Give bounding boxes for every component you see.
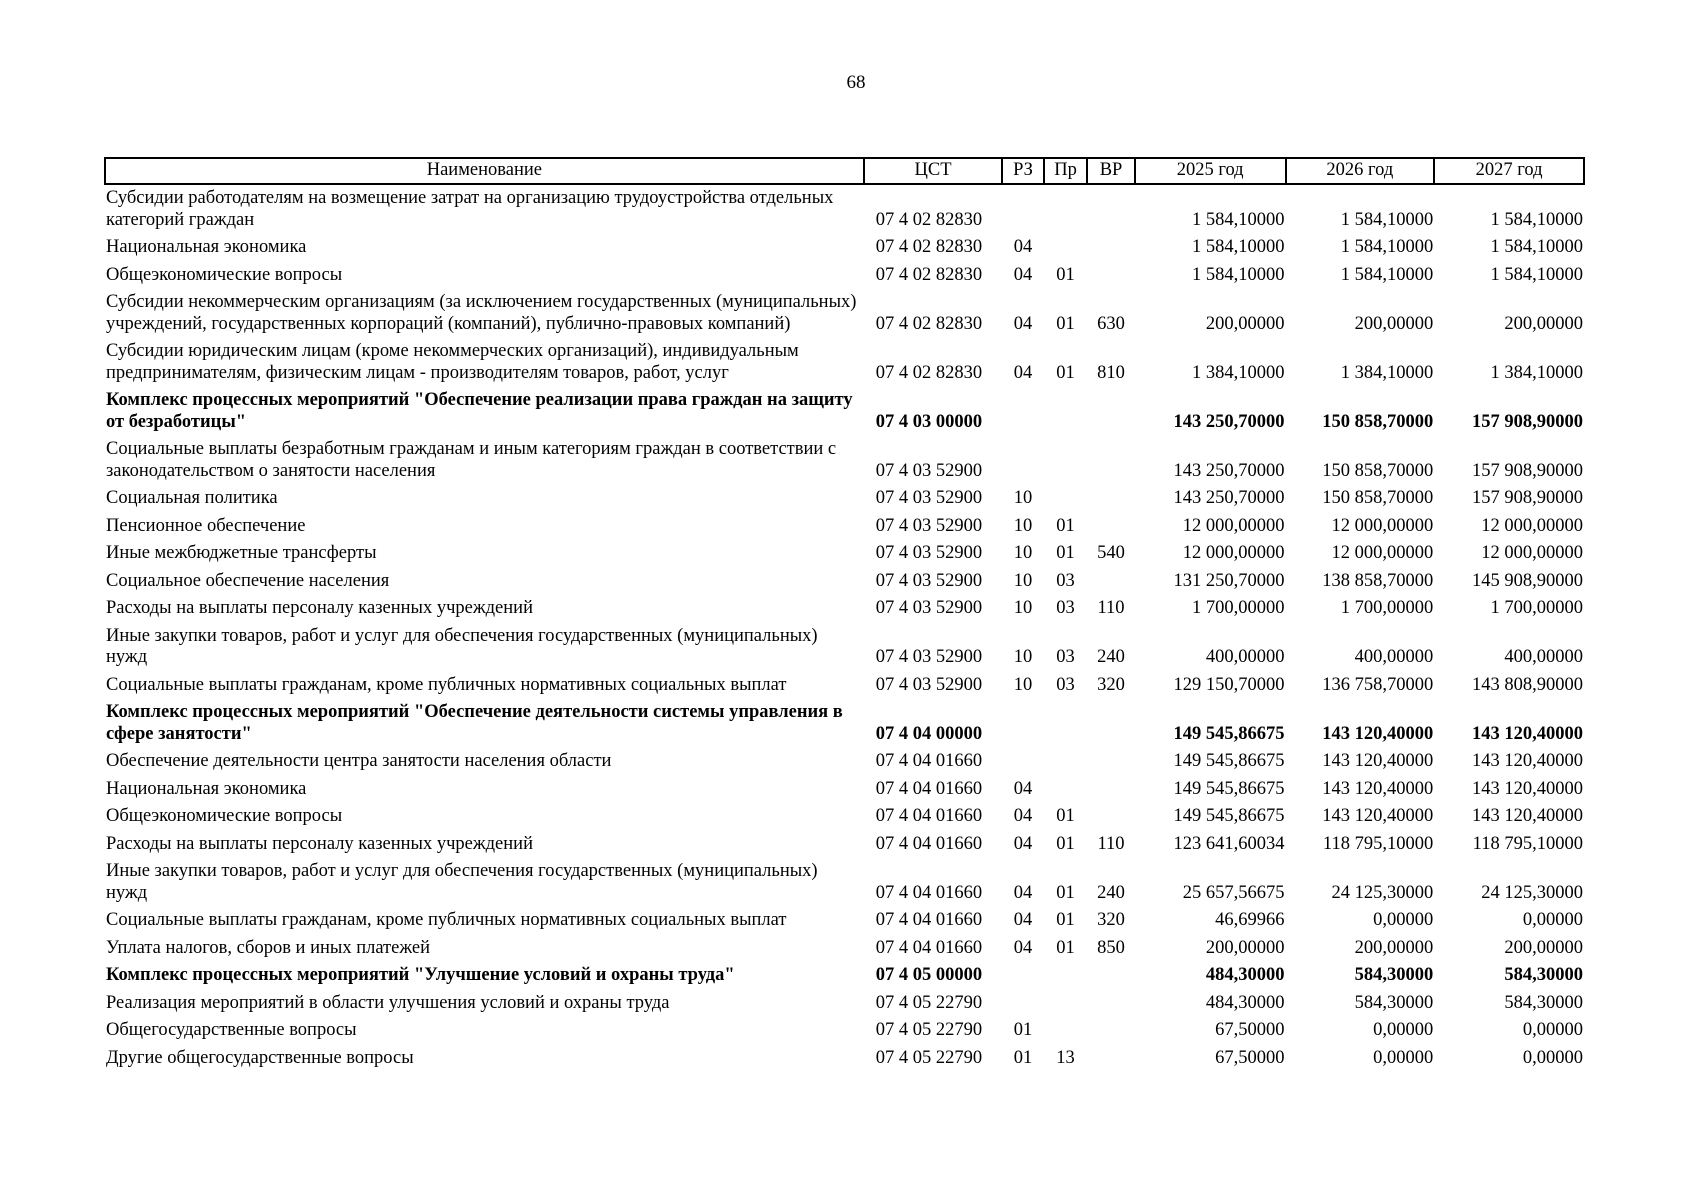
cell-name: Социальные выплаты гражданам, кроме публичных нормативных социальных выплат — [106, 674, 787, 695]
cell-rz — [1002, 748, 1043, 776]
cell-pr — [1044, 1017, 1088, 1045]
cell-2025: 12 000,00000 — [1182, 515, 1285, 536]
cell-rz: 04 — [1013, 237, 1033, 257]
cell-rz — [1002, 387, 1043, 436]
cell-2026: 150 858,70000 — [1322, 411, 1434, 432]
cell-2026: 143 120,40000 — [1322, 751, 1434, 771]
header-cst: ЦСТ — [864, 158, 1003, 184]
cell-vr — [1087, 699, 1135, 748]
cell-vr — [1087, 776, 1135, 804]
cell-2025: 149 545,86675 — [1173, 778, 1285, 799]
cell-pr — [1044, 990, 1088, 1018]
table-row — [105, 699, 1584, 748]
cell-2027: 145 908,90000 — [1472, 570, 1583, 591]
cell-2026: 118 795,10000 — [1322, 833, 1434, 854]
cell-pr — [1044, 962, 1088, 990]
cell-pr: 01 — [1056, 543, 1075, 563]
cell-pr — [1044, 748, 1088, 776]
cell-2026: 138 858,70000 — [1322, 570, 1434, 591]
cell-2027: 1 584,10000 — [1490, 209, 1583, 230]
cell-vr: 110 — [1097, 598, 1125, 618]
cell-rz — [1002, 990, 1043, 1018]
table-row — [105, 990, 1584, 1018]
cell-cst: 07 4 02 82830 — [875, 237, 983, 257]
cell-2026: 400,00000 — [1354, 647, 1434, 667]
cell-pr: 01 — [1056, 833, 1075, 854]
cell-pr: 01 — [1056, 806, 1075, 826]
cell-pr — [1044, 436, 1088, 485]
cell-rz: 10 — [1013, 515, 1033, 536]
cell-name: Социальные выплаты гражданам, кроме публичных нормативных социальных выплат — [106, 910, 787, 930]
cell-2025: 1 584,10000 — [1192, 264, 1285, 285]
table-row — [105, 1045, 1584, 1073]
cell-cst: 07 4 02 82830 — [875, 264, 983, 285]
cell-2025: 200,00000 — [1205, 313, 1285, 334]
cell-2026: 0,00000 — [1373, 910, 1434, 930]
table-row — [105, 338, 1584, 387]
cell-cst: 07 4 05 22790 — [875, 1020, 983, 1040]
cell-rz: 04 — [1013, 833, 1033, 854]
cell-2026: 1 584,10000 — [1340, 264, 1434, 285]
cell-name: Уплата налогов, сборов и иных платежей — [106, 937, 431, 958]
cell-vr — [1087, 748, 1135, 776]
cell-cst: 07 4 03 52900 — [875, 570, 983, 591]
cell-rz — [1002, 184, 1043, 234]
table-row — [105, 748, 1584, 776]
cell-2026: 136 758,70000 — [1322, 674, 1434, 695]
cell-pr: 01 — [1056, 515, 1075, 536]
cell-2027: 1 584,10000 — [1490, 264, 1583, 285]
header-name: Наименование — [105, 158, 864, 184]
cell-cst: 07 4 02 82830 — [875, 209, 983, 230]
cell-2027: 157 908,90000 — [1472, 460, 1583, 481]
cell-2025: 149 545,86675 — [1173, 751, 1285, 771]
cell-cst: 07 4 03 52900 — [875, 543, 983, 563]
cell-rz — [1002, 699, 1043, 748]
cell-2025: 149 545,86675 — [1173, 806, 1285, 826]
cell-name: Расходы на выплаты персоналу казенных учреждений — [106, 833, 533, 854]
table-row — [105, 289, 1584, 338]
cell-name: Другие общегосударственные вопросы — [106, 1047, 414, 1068]
cell-cst: 07 4 03 52900 — [875, 515, 983, 536]
page-number: 68 — [846, 72, 866, 93]
cell-name: Обеспечение деятельности центра занятости населения области — [106, 751, 612, 771]
cell-vr — [1087, 513, 1135, 541]
table-row — [105, 672, 1584, 700]
cell-pr: 01 — [1056, 882, 1075, 903]
cell-cst: 07 4 04 01660 — [875, 806, 983, 826]
cell-pr — [1044, 387, 1088, 436]
cell-pr: 01 — [1056, 264, 1075, 285]
cell-pr: 03 — [1056, 647, 1075, 667]
cell-name: Социальная политика — [106, 488, 278, 508]
cell-cst: 07 4 02 82830 — [875, 362, 983, 383]
cell-vr — [1087, 1017, 1135, 1045]
table-row — [105, 831, 1584, 859]
cell-cst: 07 4 04 01660 — [875, 937, 983, 958]
cell-2026: 1 384,10000 — [1340, 362, 1434, 383]
cell-pr: 01 — [1056, 910, 1075, 930]
cell-2026: 584,30000 — [1354, 965, 1434, 985]
header-2027: 2027 год — [1434, 158, 1584, 184]
cell-2026: 0,00000 — [1373, 1047, 1434, 1068]
cell-vr — [1087, 387, 1135, 436]
cell-vr: 540 — [1097, 543, 1125, 563]
table-row — [105, 262, 1584, 290]
table-row — [105, 387, 1584, 436]
cell-2025: 484,30000 — [1205, 992, 1285, 1013]
cell-vr — [1087, 990, 1135, 1018]
cell-vr: 320 — [1097, 674, 1125, 695]
table-row — [105, 1017, 1584, 1045]
cell-2027: 1 384,10000 — [1490, 362, 1583, 383]
cell-2027: 143 120,40000 — [1472, 751, 1583, 771]
cell-name: Иные межбюджетные трансферты — [106, 543, 377, 563]
cell-2025: 400,00000 — [1205, 647, 1285, 667]
cell-2026: 150 858,70000 — [1322, 488, 1434, 508]
cell-vr — [1087, 234, 1135, 262]
header-2025: 2025 год — [1135, 158, 1286, 184]
cell-2027: 118 795,10000 — [1472, 833, 1583, 854]
cell-cst: 07 4 04 01660 — [875, 778, 983, 799]
table-header-row — [105, 158, 1584, 184]
cell-name: Иные закупки товаров, работ и услуг для обеспечения государственных (муниципальных) нужд — [106, 625, 818, 667]
cell-rz: 04 — [1013, 778, 1033, 799]
cell-rz: 10 — [1013, 488, 1033, 508]
cell-vr — [1087, 485, 1135, 513]
cell-cst: 07 4 04 01660 — [875, 910, 983, 930]
cell-2026: 200,00000 — [1354, 937, 1434, 958]
cell-2027: 0,00000 — [1522, 910, 1583, 930]
cell-cst: 07 4 03 52900 — [875, 488, 983, 508]
cell-2027: 200,00000 — [1504, 937, 1583, 958]
cell-2027: 12 000,00000 — [1481, 515, 1583, 536]
cell-2027: 24 125,30000 — [1481, 882, 1583, 903]
cell-rz: 10 — [1013, 647, 1033, 667]
cell-pr: 01 — [1056, 937, 1075, 958]
cell-2027: 143 808,90000 — [1472, 674, 1583, 695]
cell-2025: 143 250,70000 — [1173, 488, 1285, 508]
cell-2025: 1 700,00000 — [1192, 598, 1285, 618]
cell-vr: 110 — [1097, 833, 1125, 854]
cell-vr: 630 — [1097, 313, 1125, 334]
cell-2027: 143 120,40000 — [1472, 806, 1583, 826]
cell-rz: 04 — [1013, 910, 1033, 930]
table-row — [105, 184, 1584, 234]
cell-cst: 07 4 02 82830 — [875, 313, 983, 334]
cell-vr: 850 — [1097, 937, 1125, 958]
cell-pr — [1044, 776, 1088, 804]
table-body — [105, 184, 1584, 1072]
cell-2026: 143 120,40000 — [1322, 723, 1434, 744]
cell-rz — [1002, 962, 1043, 990]
cell-cst: 07 4 05 22790 — [875, 1047, 983, 1068]
cell-cst: 07 4 04 01660 — [875, 751, 983, 771]
table-row — [105, 513, 1584, 541]
cell-2027: 12 000,00000 — [1481, 543, 1583, 563]
header-2026: 2026 год — [1286, 158, 1435, 184]
cell-name: Социальные выплаты безработным гражданам и иным категориям граждан в соответствии с законодательством о занятости населения — [106, 439, 837, 481]
cell-2025: 129 150,70000 — [1173, 674, 1285, 695]
cell-vr: 240 — [1097, 882, 1125, 903]
cell-2027: 1 700,00000 — [1490, 598, 1583, 618]
cell-cst: 07 4 03 52900 — [875, 460, 983, 481]
cell-2025: 131 250,70000 — [1173, 570, 1285, 591]
cell-2027: 200,00000 — [1504, 313, 1583, 334]
cell-2027: 143 120,40000 — [1472, 723, 1583, 744]
cell-2026: 584,30000 — [1354, 992, 1434, 1013]
cell-rz: 04 — [1013, 362, 1033, 383]
cell-name: Субсидии юридическим лицам (кроме некоммерческих организаций), индивидуальным предпринимателям, физическим лицам - производителям товаров, работ, услуг — [106, 341, 799, 383]
cell-2025: 46,69966 — [1215, 910, 1285, 930]
cell-vr: 240 — [1097, 647, 1125, 667]
cell-vr — [1087, 803, 1135, 831]
cell-2025: 143 250,70000 — [1173, 460, 1285, 481]
cell-2026: 1 700,00000 — [1340, 598, 1434, 618]
cell-2027: 584,30000 — [1504, 965, 1583, 985]
cell-2026: 150 858,70000 — [1322, 460, 1434, 481]
table-row — [105, 540, 1584, 568]
cell-2025: 67,50000 — [1215, 1020, 1285, 1040]
cell-name: Социальное обеспечение населения — [106, 570, 390, 591]
table-row — [105, 436, 1584, 485]
cell-2027: 0,00000 — [1522, 1047, 1583, 1068]
cell-2026: 24 125,30000 — [1331, 882, 1434, 903]
cell-2025: 200,00000 — [1205, 937, 1285, 958]
table-row — [105, 595, 1584, 623]
cell-name: Национальная экономика — [106, 237, 307, 257]
cell-name: Расходы на выплаты персоналу казенных учреждений — [106, 598, 533, 618]
cell-vr — [1087, 962, 1135, 990]
cell-pr: 13 — [1056, 1047, 1075, 1068]
cell-vr — [1087, 262, 1135, 290]
cell-2026: 143 120,40000 — [1322, 806, 1434, 826]
cell-vr — [1087, 568, 1135, 596]
cell-name: Комплекс процессных мероприятий "Обеспечение деятельности системы управления в сфере занятости" — [106, 702, 843, 744]
cell-2025: 12 000,00000 — [1182, 543, 1285, 563]
cell-name: Национальная экономика — [106, 778, 307, 799]
table-row — [105, 485, 1584, 513]
cell-rz: 10 — [1013, 598, 1033, 618]
cell-2027: 400,00000 — [1504, 647, 1583, 667]
cell-rz: 04 — [1013, 882, 1033, 903]
cell-name: Общегосударственные вопросы — [106, 1020, 357, 1040]
cell-name: Общеэкономические вопросы — [106, 806, 343, 826]
header-rz: РЗ — [1002, 158, 1043, 184]
table-row — [105, 776, 1584, 804]
cell-2025: 25 657,56675 — [1182, 882, 1285, 903]
cell-rz: 01 — [1013, 1020, 1033, 1040]
cell-pr — [1044, 184, 1088, 234]
table-row — [105, 568, 1584, 596]
cell-pr — [1044, 234, 1088, 262]
table-row — [105, 234, 1584, 262]
cell-vr: 810 — [1097, 362, 1125, 383]
cell-name: Комплекс процессных мероприятий "Улучшение условий и охраны труда" — [106, 965, 735, 985]
cell-name: Субсидии некоммерческим организациям (за исключением государственных (муниципальных) учреждений, государственных корпораций (компаний), публично-правовых компаний) — [106, 292, 857, 334]
cell-name: Реализация мероприятий в области улучшения условий и охраны труда — [106, 992, 670, 1013]
cell-cst: 07 4 05 00000 — [875, 965, 983, 985]
cell-rz — [1002, 436, 1043, 485]
table-row — [105, 623, 1584, 672]
cell-pr: 03 — [1056, 674, 1075, 695]
header-pr: Пр — [1044, 158, 1088, 184]
cell-cst: 07 4 04 01660 — [875, 882, 983, 903]
cell-name: Общеэкономические вопросы — [106, 264, 343, 285]
cell-pr — [1044, 485, 1088, 513]
cell-2026: 12 000,00000 — [1331, 543, 1434, 563]
cell-cst: 07 4 04 01660 — [875, 833, 983, 854]
cell-2026: 1 584,10000 — [1340, 237, 1434, 257]
cell-name: Субсидии работодателям на возмещение затрат на организацию трудоустройства отдельных категорий граждан — [106, 188, 834, 230]
cell-vr — [1087, 1045, 1135, 1073]
cell-rz: 10 — [1013, 674, 1033, 695]
table-row — [105, 858, 1584, 907]
cell-2025: 149 545,86675 — [1173, 723, 1285, 744]
cell-cst: 07 4 03 52900 — [875, 647, 983, 667]
cell-pr: 01 — [1056, 313, 1075, 334]
cell-cst: 07 4 05 22790 — [875, 992, 983, 1013]
cell-2026: 12 000,00000 — [1331, 515, 1434, 536]
table-row — [105, 803, 1584, 831]
cell-2025: 67,50000 — [1215, 1047, 1285, 1068]
cell-pr: 01 — [1056, 362, 1075, 383]
cell-rz: 04 — [1013, 313, 1033, 334]
cell-2027: 1 584,10000 — [1490, 237, 1583, 257]
cell-vr — [1087, 436, 1135, 485]
cell-pr: 03 — [1056, 570, 1075, 591]
cell-2027: 584,30000 — [1504, 992, 1583, 1013]
cell-rz: 04 — [1013, 937, 1033, 958]
cell-rz: 01 — [1013, 1047, 1033, 1068]
cell-pr: 03 — [1056, 598, 1075, 618]
cell-name: Иные закупки товаров, работ и услуг для обеспечения государственных (муниципальных) нужд — [106, 861, 818, 903]
cell-cst: 07 4 04 00000 — [875, 723, 983, 744]
cell-2025: 143 250,70000 — [1173, 411, 1285, 432]
cell-2025: 1 384,10000 — [1192, 362, 1285, 383]
cell-rz: 04 — [1013, 264, 1033, 285]
cell-vr: 320 — [1097, 910, 1125, 930]
cell-2026: 200,00000 — [1354, 313, 1434, 334]
cell-2026: 0,00000 — [1373, 1020, 1434, 1040]
cell-2025: 123 641,60034 — [1173, 833, 1285, 854]
header-vr: ВР — [1087, 158, 1135, 184]
cell-2025: 1 584,10000 — [1192, 237, 1285, 257]
table-row — [105, 962, 1584, 990]
cell-cst: 07 4 03 52900 — [875, 674, 983, 695]
cell-rz: 04 — [1013, 806, 1033, 826]
cell-vr — [1087, 184, 1135, 234]
cell-rz: 10 — [1013, 543, 1033, 563]
budget-table — [104, 157, 1585, 1072]
table-row — [105, 935, 1584, 963]
cell-name: Комплекс процессных мероприятий "Обеспечение реализации права граждан на защиту от безработицы" — [106, 390, 853, 432]
cell-2025: 1 584,10000 — [1192, 209, 1285, 230]
table-row — [105, 907, 1584, 935]
cell-cst: 07 4 03 52900 — [875, 598, 983, 618]
cell-rz: 10 — [1013, 570, 1033, 591]
cell-cst: 07 4 03 00000 — [875, 411, 983, 432]
cell-pr — [1044, 699, 1088, 748]
cell-2026: 143 120,40000 — [1322, 778, 1434, 799]
cell-2027: 157 908,90000 — [1472, 411, 1583, 432]
cell-2025: 484,30000 — [1205, 965, 1285, 985]
cell-2027: 0,00000 — [1522, 1020, 1583, 1040]
cell-name: Пенсионное обеспечение — [106, 515, 306, 536]
cell-2026: 1 584,10000 — [1340, 209, 1434, 230]
cell-2027: 157 908,90000 — [1472, 488, 1583, 508]
cell-2027: 143 120,40000 — [1472, 778, 1583, 799]
